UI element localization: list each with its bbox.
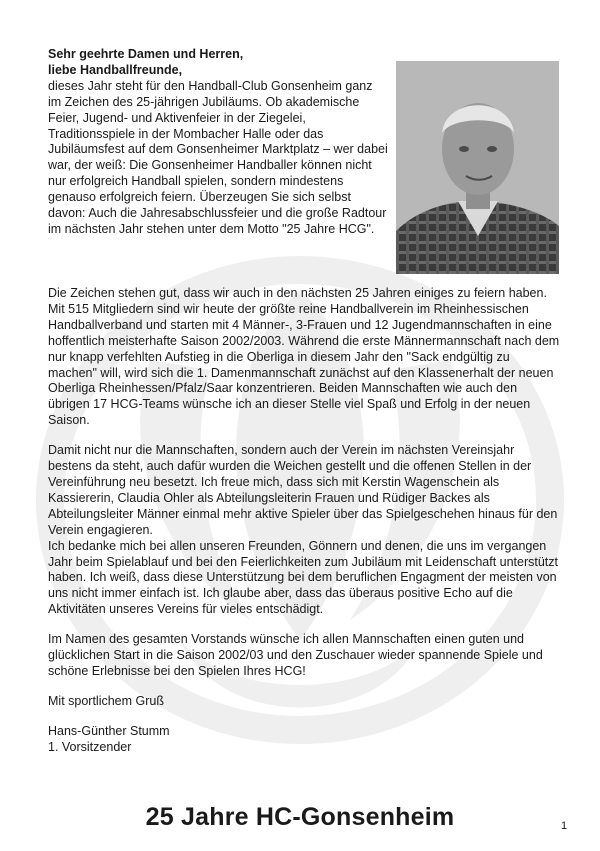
intro-paragraph: dieses Jahr steht für den Handball-Club Gonsenheim ganz im Zeichen des 25-jährigen Jubiläums. Ob akademische Feier, Jugend- und Aktivenfeier in der Ziegelei, Traditionsspiele in der Mombacher Halle oder das Jubiläumsfest auf dem Gonsenheimer Marktplatz – wer dabei war, der weiß: Die Gonsenheimer Handballer können nicht nur erfolgreich Handball spielen, sondern mindestens genauso erfolgreich feiern. Überzeugen Sie sich selbst davon: Auch die Jahresabschlussfeier und die große Radtour im nächsten Jahr stehen unter dem Motto "25 Jahre HCG". xyxy=(48,78,388,236)
footer-title: 25 Jahre HC-Gonsenheim xyxy=(145,803,455,831)
page-number: 1 xyxy=(561,820,568,832)
signer-name: Hans-Günther Stumm xyxy=(48,723,170,738)
greeting-line-2: liebe Handballfreunde, xyxy=(48,62,183,77)
portrait-illustration xyxy=(396,61,559,274)
closing-salutation: Mit sportlichem Gruß xyxy=(48,693,164,708)
paragraph-thanks: Ich bedanke mich bei allen unseren Freunden, Gönnern und denen, die uns im vergangen Jahr beim Spielablauf und bei den Feierlichkeiten zum Jubiläum mit Leidenschaft unterstützt haben. Ich weiß, dass diese Unterstützung bei dem beruflichen Engagment der meisten von uns nicht immer einfach ist. Ich glaube aber, dass das überaus positive Echo auf die Aktivitäten unseres Vereins für vieles entschädigt. xyxy=(48,538,558,617)
greeting-line-1: Sehr geehrte Damen und Herren, xyxy=(48,47,244,61)
letter-body xyxy=(48,286,560,756)
paragraph-wishes: Im Namen des gesamten Vorstands wünsche ich allen Mannschaften einen guten und glücklichen Start in die Saison 2002/03 und den Zuschauer wieder spannende Spiele und schöne Erlebnisse bei den Spielen Ihres HCG! xyxy=(48,632,543,678)
paragraph-club-board: Damit nicht nur die Mannschaften, sondern auch der Verein im nächsten Vereinsjahr bestens da steht, auch dafür wurden die Weichen gestellt und die offenen Stellen in der Vereinführung neu besetzt. Ich freue mich, dass sich mit Kerstin Wagenschein als Kassiererin, Claudia Ohler als Abteilungsleiterin Frauen und Rüdiger Backes als Abteilungsleiter Männer einmal mehr aktive Spieler über das Spielgeschehen hinaus für den Verein engagieren. xyxy=(48,443,558,537)
chairman-portrait-photo xyxy=(396,61,559,274)
paragraph-outlook: Die Zeichen stehen gut, dass wir auch in den nächsten 25 Jahren einiges zu feiern haben. Mit 515 Mitgliedern sind wir heute der größte reine Handballverein im Rheinhessischen Handballverband und starten mit 4 Männer-, 3-Frauen und 12 Jugendmannschaften in eine hoffentlich meisterhafte Saison 2002/2003. Während die erste Männermannschaft nach dem nur knapp verfehlten Aufstieg in die Oberliga in diesem Jahr den "Sack endgültig zu machen" will, wird sich die 1. Damenmannschaft zunächst auf den Klassenerhalt der neuen Oberliga Rheinhessen/Pfalz/Saar konzentrieren. Beiden Mannschaften wie auch den übrigen 17 HCG-Teams wünsche ich an dieser Stelle viel Spaß und Erfolg in der neuen Saison. xyxy=(48,286,560,428)
signer-role: 1. Vorsitzender xyxy=(48,739,132,754)
letter-intro xyxy=(48,47,388,238)
